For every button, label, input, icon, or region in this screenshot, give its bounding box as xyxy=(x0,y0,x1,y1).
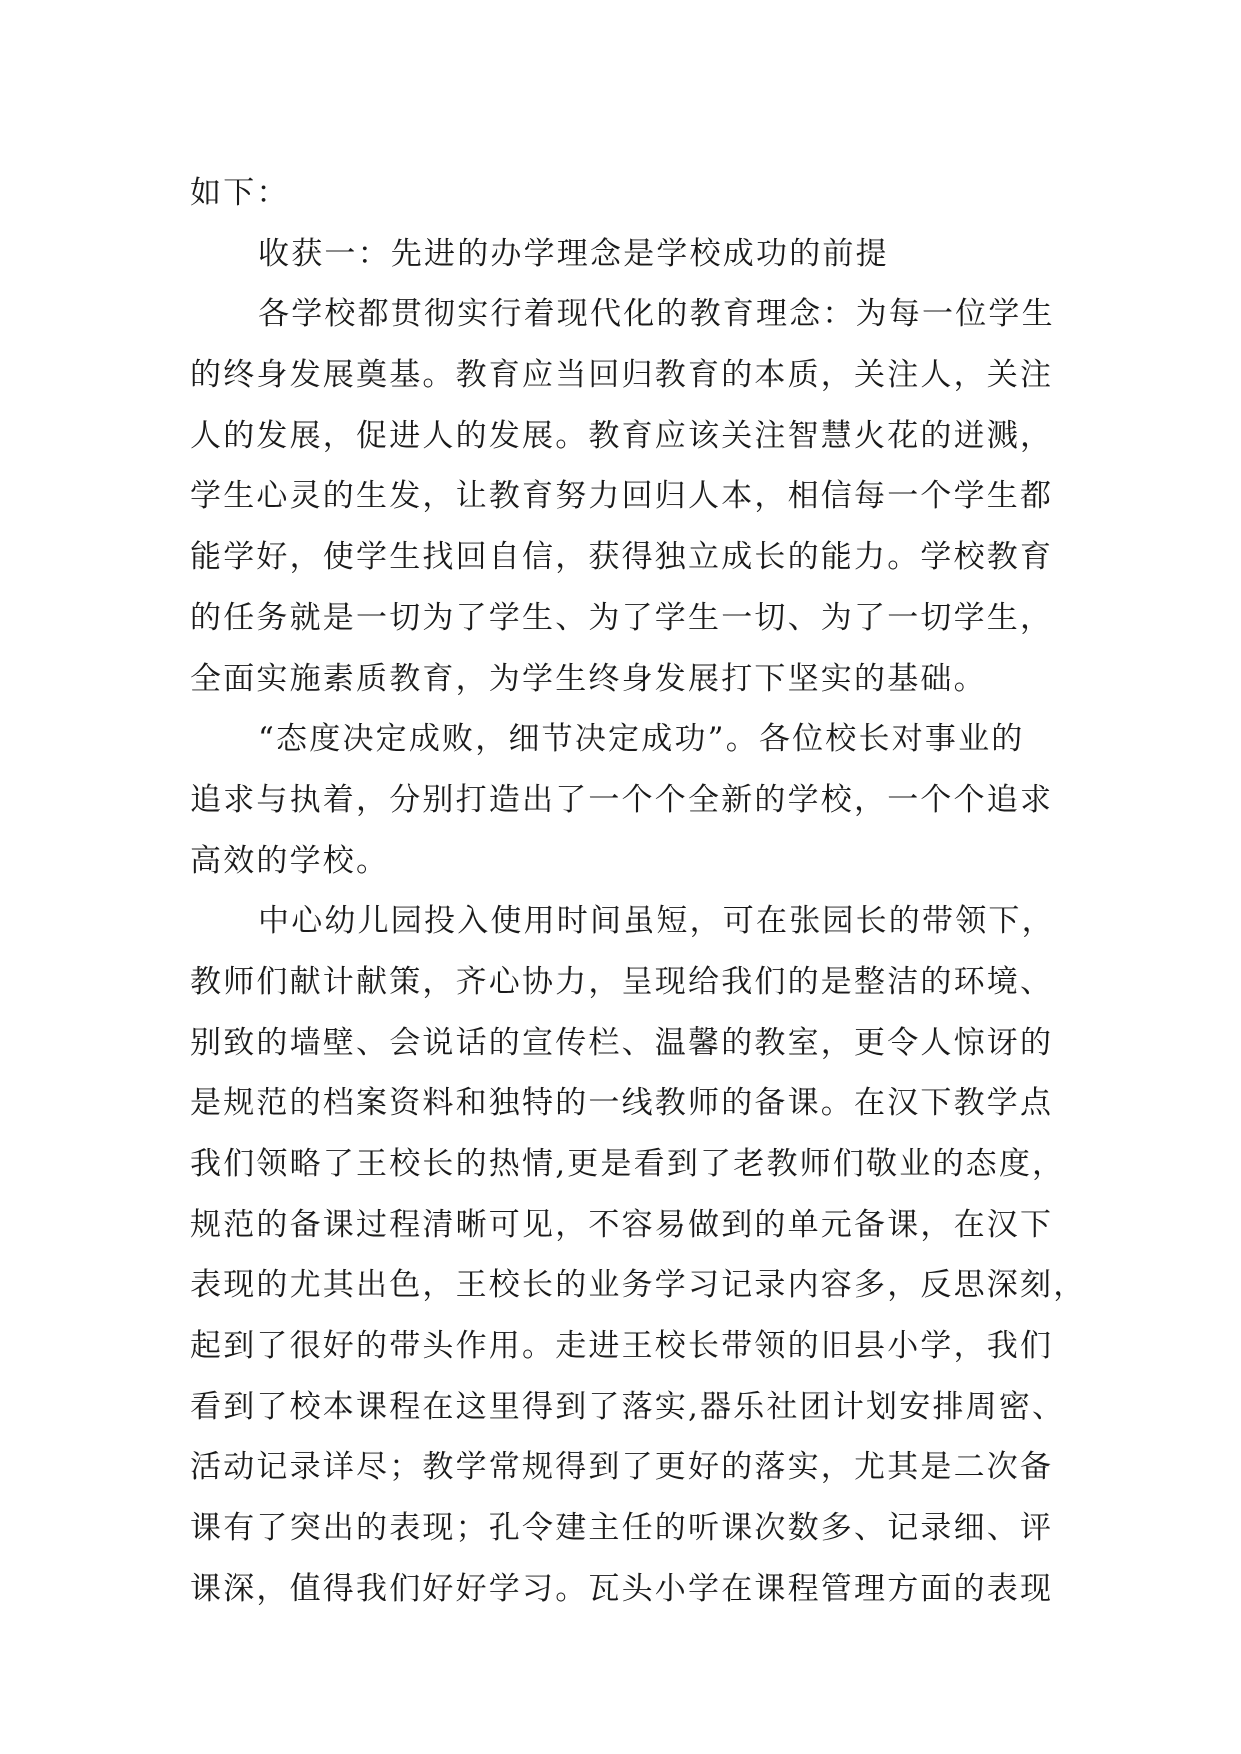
text-line: 中心幼儿园投入使用时间虽短，可在张园长的带领下， xyxy=(258,903,1055,940)
text-line: 看到了校本课程在这里得到了落实,器乐社团计划安排周密、 xyxy=(190,1388,1066,1425)
text-line: 能学好，使学生找回自信，获得独立成长的能力。学校教育 xyxy=(190,539,1054,576)
text-line: 课深，值得我们好好学习。瓦头小学在课程管理方面的表现 xyxy=(190,1570,1054,1607)
text-line: 活动记录详尽；教学常规得到了更好的落实，尤其是二次备 xyxy=(190,1449,1054,1486)
text-line: 收获一：先进的办学理念是学校成功的前提 xyxy=(258,235,889,272)
text-line: 规范的备课过程清晰可见，不容易做到的单元备课，在汉下 xyxy=(190,1206,1054,1243)
text-line: 的终身发展奠基。教育应当回归教育的本质，关注人，关注 xyxy=(190,357,1054,394)
text-line: 全面实施素质教育，为学生终身发展打下坚实的基础。 xyxy=(190,660,987,697)
text-line: 各学校都贯彻实行着现代化的教育理念：为每一位学生 xyxy=(258,296,1055,333)
text-line: 追求与执着，分别打造出了一个个全新的学校，一个个追求 xyxy=(190,781,1054,818)
text-line: 如下： xyxy=(190,175,290,211)
text-line: 学生心灵的生发，让教育努力回归人本，相信每一个学生都 xyxy=(190,478,1054,515)
text-line: 起到了很好的带头作用。走进王校长带领的旧县小学，我们 xyxy=(190,1328,1054,1365)
text-line: 的任务就是一切为了学生、为了学生一切、为了一切学生， xyxy=(190,599,1054,636)
text-line: 高效的学校。 xyxy=(190,842,390,879)
text-line: 教师们献计献策，齐心协力，呈现给我们的是整洁的环境、 xyxy=(190,963,1054,1000)
text-line: 别致的墙壁、会说话的宣传栏、温馨的教室，更令人惊讶的 xyxy=(190,1024,1054,1061)
text-line: 人的发展，促进人的发展。教育应该关注智慧火花的迸溅， xyxy=(190,417,1054,454)
document-body xyxy=(190,163,1087,1620)
text-line: 课有了突出的表现；孔令建主任的听课次数多、记录细、评 xyxy=(190,1510,1054,1547)
text-line: 我们领略了王校长的热情,更是看到了老教师们敬业的态度， xyxy=(190,1146,1066,1182)
text-line: 表现的尤其出色，王校长的业务学习记录内容多，反思深刻， xyxy=(190,1267,1087,1304)
text-line: 是规范的档案资料和独特的一线教师的备课。在汉下教学点 xyxy=(190,1085,1054,1122)
text-line: “态度决定成败，细节决定成功”。各位校长对事业的 xyxy=(258,721,1025,758)
